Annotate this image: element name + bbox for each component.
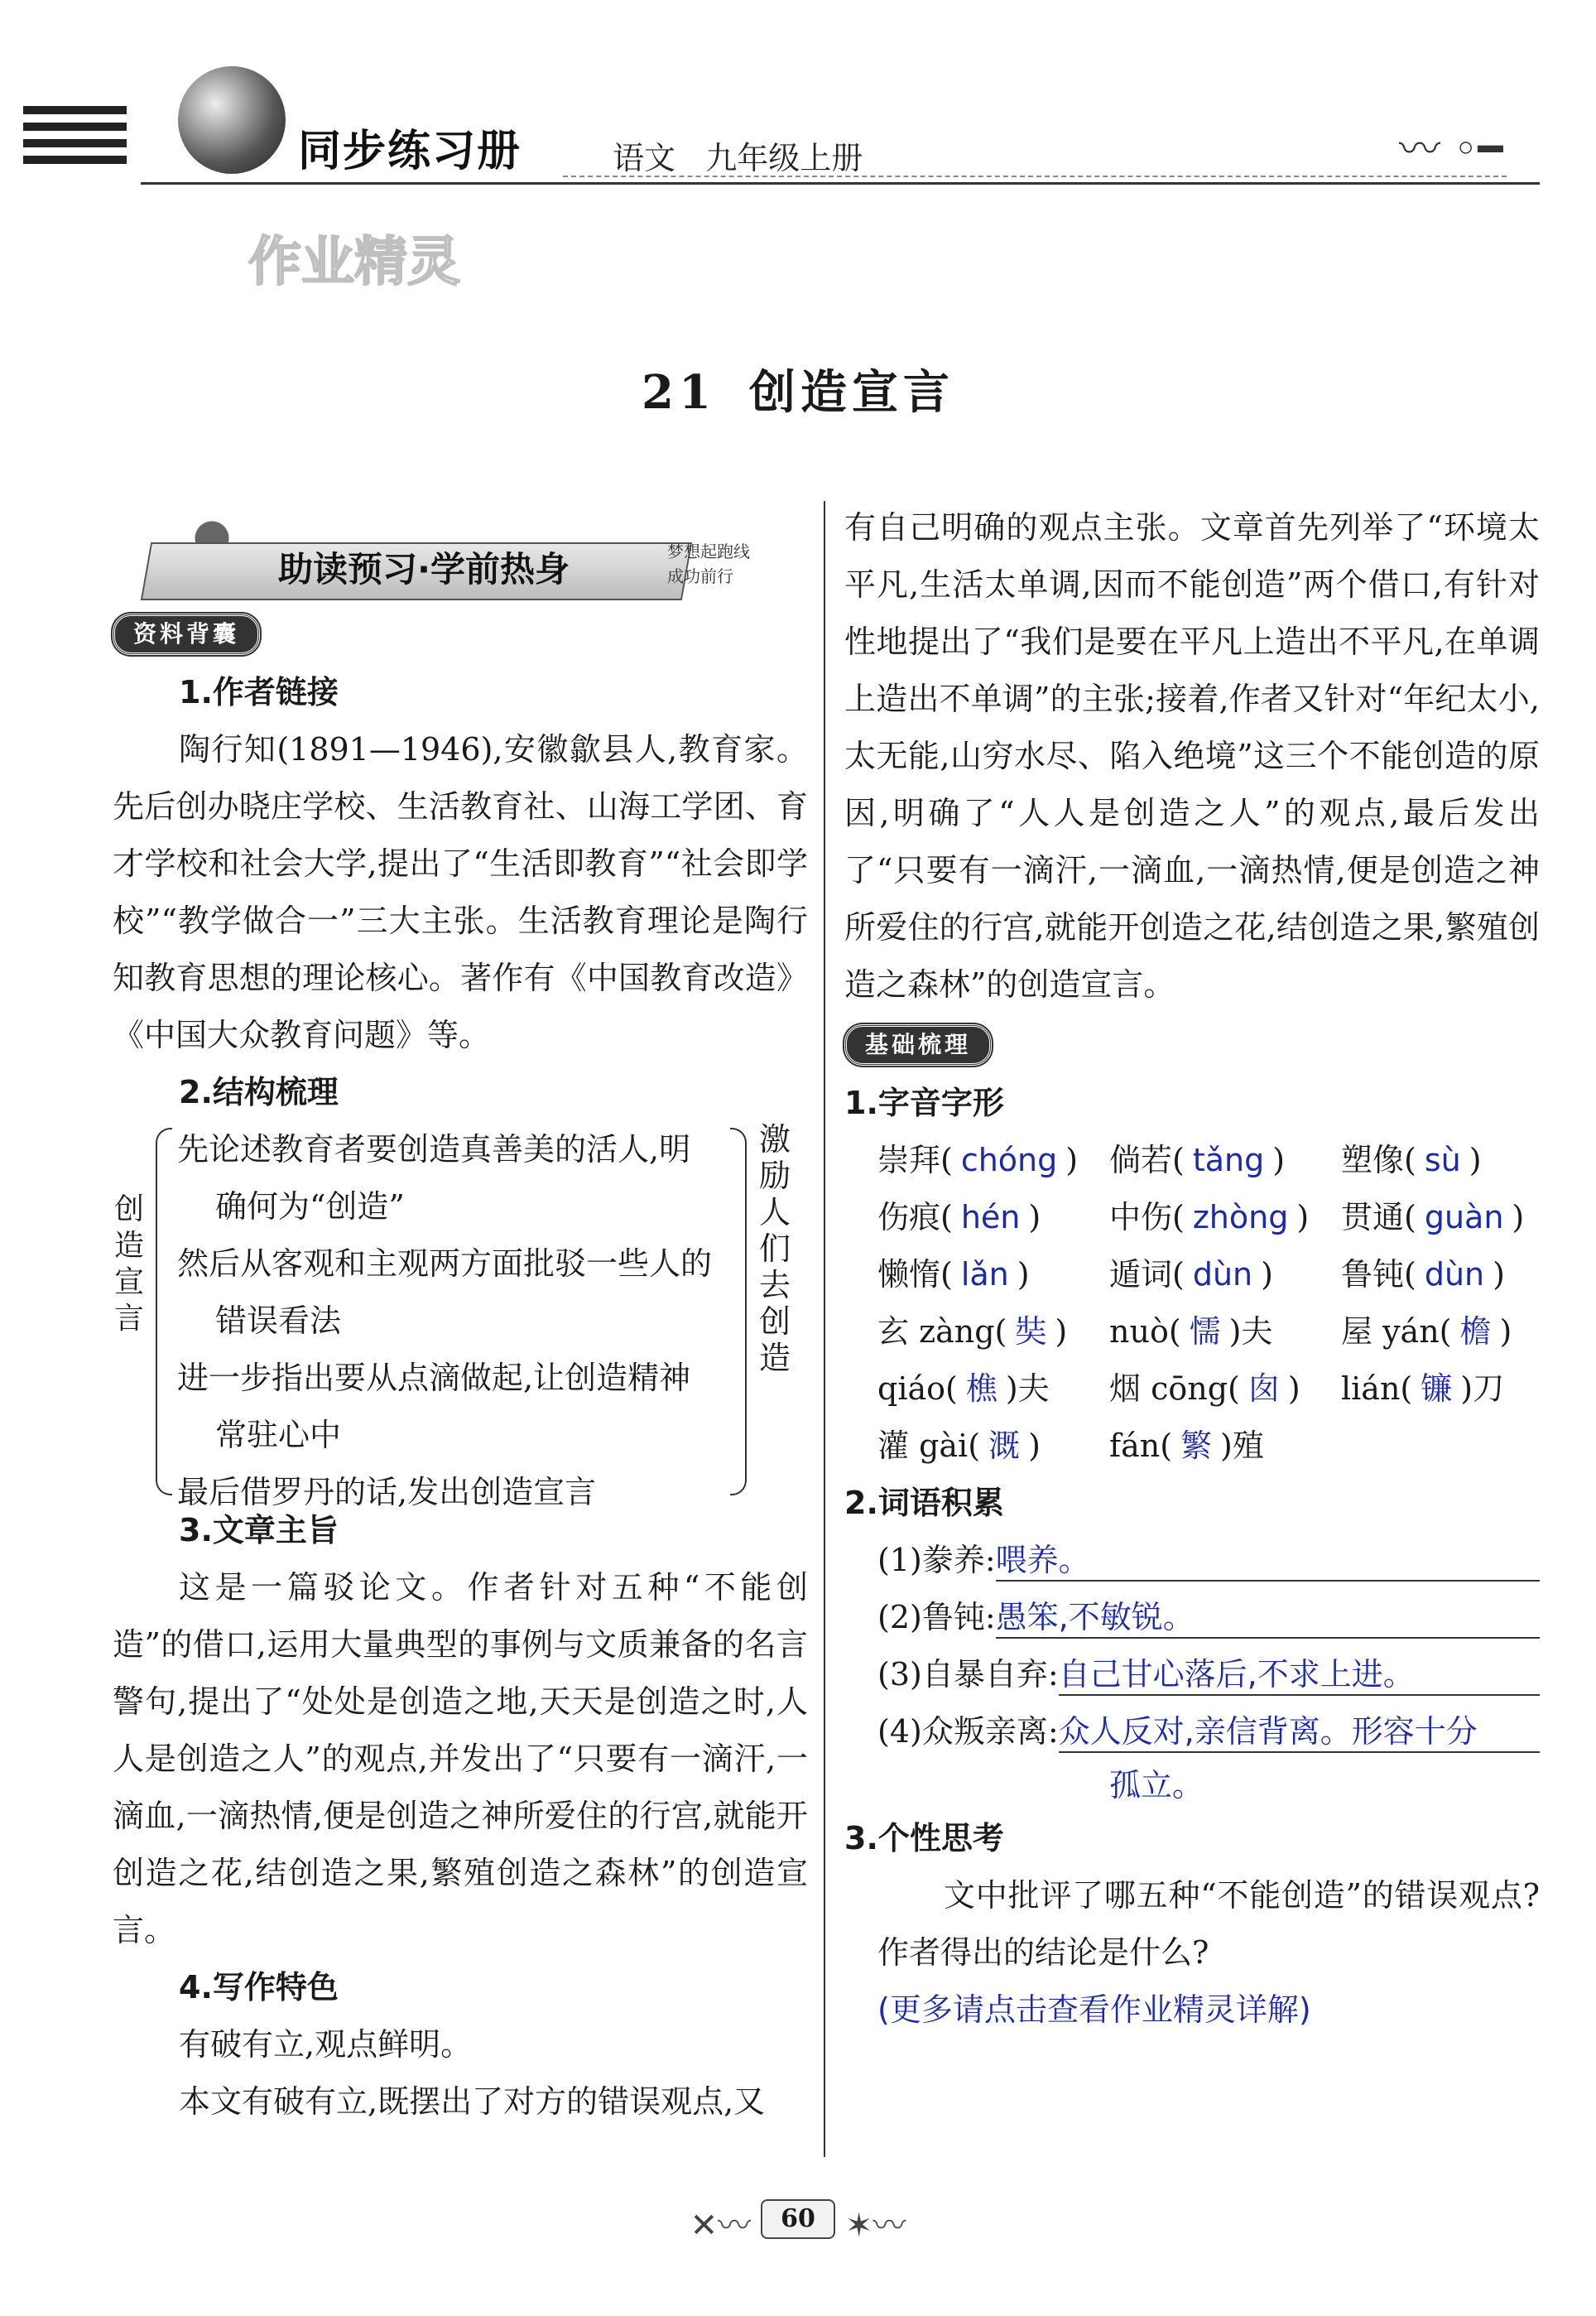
pronunciation-item: 塑像( sù ) [1341, 1142, 1482, 1178]
right-brace [730, 1128, 747, 1495]
diagram-right-label: 激励人们去创造 [758, 1121, 791, 1376]
features-subheading: 有破有立,观点鲜明。 [179, 2026, 473, 2063]
pronunciation-item: 中伤( zhòng ) [1109, 1199, 1310, 1235]
vocab-answer: 自己甘心落后,不求上进。 [1059, 1646, 1540, 1696]
vocab-item: (4)众叛亲离: 众人反对,亲信背离。形容十分 [877, 1703, 1540, 1760]
diagram-item-cont: 确何为“创造” [215, 1188, 405, 1225]
pronunciation-item: 贯通( guàn ) [1341, 1199, 1525, 1235]
diagram-left-label: 创造宣言 [113, 1192, 144, 1336]
pronunciation-answer: 檐 [1459, 1313, 1492, 1350]
left-brace [156, 1128, 172, 1495]
pronunciation-answer: tǎng [1192, 1142, 1265, 1178]
theme-text: 这是一篇驳论文。作者针对五种“不能创造”的借口,运用大量典型的事例与文质兼备的名言警句,提出了“处处是创造之地,天天是创造之时,人人是创造之人”的观点,并发出了“只要有一滴汗,一滴血,一滴热情,便是创造之神所爱住的行宫,就能开创造之花,结创造之果,繁殖创造之森林”的创造宣言。 [113, 1569, 808, 1948]
more-details-link[interactable]: (更多请点击查看作业精灵详解) [877, 1991, 1311, 2028]
pronunciation-item: 鲁钝( dùn ) [1341, 1256, 1505, 1293]
heading-structure: 2.结构梳理 [179, 1074, 339, 1110]
vocab-item: (1)豢养: 喂养。 [877, 1532, 1540, 1589]
section-banner [113, 509, 808, 604]
heading-pronunciation: 1.字音字形 [844, 1085, 1004, 1121]
pronunciation-answer: chóng [960, 1142, 1058, 1178]
diagram-item: 先论述教育者要创造真善美的活人,明 [177, 1131, 691, 1168]
pronunciation-item: 灌 gài( 溉 ) [877, 1428, 1041, 1464]
birds-icon: 〰 ◦━ [1399, 125, 1503, 173]
pronunciation-answer: guàn [1424, 1199, 1504, 1235]
vocab-item: (3)自暴自弃: 自己甘心落后,不求上进。 [877, 1646, 1540, 1703]
footer-left-decoration-icon: ✕〰 [690, 2207, 752, 2245]
pronunciation-item: 玄 zàng( 奘 ) [877, 1313, 1068, 1350]
vocab-answer: 喂养。 [996, 1532, 1540, 1582]
page-number: 60 [761, 2199, 835, 2239]
footer-right-decoration-icon: ✶〰 [844, 2207, 906, 2245]
pronunciation-answer: 懦 [1189, 1313, 1221, 1350]
pronunciation-item: 崇拜( chóng ) [877, 1142, 1079, 1178]
pronunciation-answer: zhòng [1192, 1199, 1289, 1235]
thinking-question: 文中批评了哪五种“不能创造”的错误观点?作者得出的结论是什么? [877, 1877, 1540, 1971]
pronunciation-answer: dùn [1424, 1256, 1485, 1293]
pronunciation-item: 懒惰( lǎn ) [877, 1256, 1030, 1293]
vocab-item: (2)鲁钝: 愚笨,不敏锐。 [877, 1589, 1540, 1646]
pronunciation-answer: 镰 [1421, 1370, 1453, 1407]
pronunciation-answer: 樵 [965, 1370, 997, 1407]
pronunciation-answer: 奘 [1015, 1313, 1047, 1350]
heading-author: 1.作者链接 [179, 674, 339, 710]
diagram-item-cont: 错误看法 [215, 1302, 342, 1339]
diagram-item: 然后从客观和主观两方面批驳一些人的 [177, 1245, 713, 1282]
header-dashed-rule [563, 176, 1507, 177]
heading-thinking: 3.个性思考 [844, 1820, 1004, 1856]
header-rule [141, 182, 1540, 185]
features-text-continued: 有自己明确的观点主张。文章首先列举了“环境太平凡,生活太单调,因而不能创造”两个借口,有针对性地提出了“我们是要在平凡上造出不平凡,在单调上造出不单调”的主张;接着,作者又针对“年纪太小,太无能,山穷水尽、陷入绝境”这三个不能创造的原因,明确了“人人是创造之人”的观点,最后发出了“只要有一滴汗,一滴血,一滴热情,便是创造之神所爱住的行宫,就能开创造之花,结创造之果,繁殖创造之森林”的创造宣言。 [844, 509, 1540, 1003]
structure-diagram [113, 1121, 808, 1510]
tag-background: 资料背囊 [113, 614, 260, 655]
diagram-item: 最后借罗丹的话,发出创造宣言 [177, 1474, 597, 1510]
watermark: 作业精灵 [248, 232, 460, 293]
features-text: 本文有破有立,既摆出了对方的错误观点,又 [179, 2083, 766, 2120]
banner-title: 助读预习·学前热身 [278, 549, 570, 590]
right-column [844, 499, 1540, 2039]
vocabulary-list [844, 1532, 1540, 1810]
diagram-item: 进一步指出要从点滴做起,让创造精神 [177, 1360, 691, 1396]
pronunciation-item: nuò( 懦 )夫 [1109, 1313, 1273, 1350]
pronunciation-item: 屋 yán( 檐 ) [1341, 1313, 1512, 1350]
pronunciation-item: qiáo( 樵 )夫 [877, 1370, 1050, 1407]
pronunciation-item: 倘若( tǎng ) [1109, 1142, 1286, 1178]
pronunciation-item: 烟 cōng( 囱 ) [1109, 1370, 1300, 1407]
pronunciation-answer: dùn [1192, 1256, 1253, 1293]
header-decoration-bars [23, 106, 127, 185]
tag-basics: 基础梳理 [844, 1024, 992, 1066]
book-title: 同步练习册 [298, 127, 522, 176]
left-column [113, 509, 808, 2131]
pronunciation-answer: 繁 [1180, 1428, 1213, 1464]
pronunciation-grid [844, 1132, 1540, 1475]
pronunciation-item: lián( 镰 )刀 [1341, 1370, 1505, 1407]
vocab-answer: 众人反对,亲信背离。形容十分 [1059, 1703, 1540, 1753]
lesson-title: 21 创造宣言 [642, 365, 954, 420]
banner-side: 梦想起跑线 成功前行 [667, 542, 750, 586]
column-divider [824, 501, 825, 2157]
heading-theme: 3.文章主旨 [179, 1512, 339, 1548]
author-text: 陶行知(1891—1946),安徽歙县人,教育家。先后创办晓庄学校、生活教育社、山海工学团、育才学校和社会大学,提出了“生活即教育”“社会即学校”“教学做合一”三大主张。生活教育理论是陶行知教育思想的理论核心。著作有《中国教育改造》《中国大众教育问题》等。 [113, 731, 808, 1053]
pronunciation-answer: sù [1424, 1142, 1461, 1178]
book-subtitle: 语文 九年级上册 [613, 140, 863, 176]
diagram-item-cont: 常驻心中 [215, 1417, 342, 1453]
page-footer [0, 2199, 1596, 2246]
heading-vocabulary: 2.词语积累 [844, 1485, 1004, 1521]
pronunciation-item: 遁词( dùn ) [1109, 1256, 1273, 1293]
heading-features: 4.写作特色 [179, 1969, 339, 2005]
pronunciation-item: 伤痕( hén ) [877, 1199, 1041, 1235]
globe-icon [178, 66, 286, 174]
pronunciation-answer: 溉 [988, 1428, 1021, 1464]
pronunciation-answer: lǎn [960, 1256, 1009, 1293]
pronunciation-item: fán( 繁 )殖 [1109, 1428, 1264, 1464]
vocab-answer-cont: 孤立。 [1109, 1767, 1204, 1803]
pronunciation-answer: hén [960, 1199, 1021, 1235]
pronunciation-answer: 囱 [1247, 1370, 1280, 1407]
vocab-answer: 愚笨,不敏锐。 [996, 1589, 1540, 1639]
